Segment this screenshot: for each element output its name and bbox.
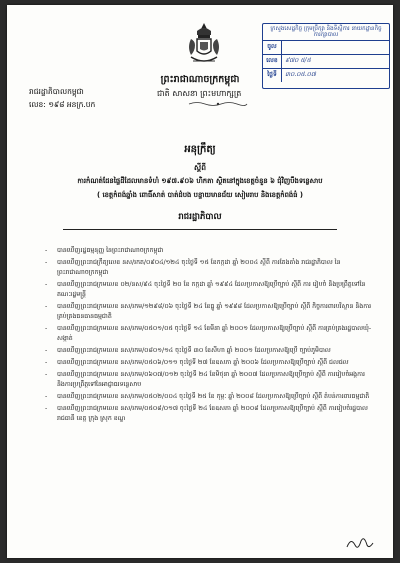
list-item: - បានឃើញព្រះរាជក្រមលេខ ០២/នស/៩៤ ចុះថ្ងៃទី ២០ ខែ កក្កដា ឆ្នាំ ១៩៩៤ ដែលប្រកាសឱ្យប្រើច្បាប់ ស្តីពី ការ រៀបចំ និងប្រព្រឹត្តទៅនៃគណៈរដ្ឋមន្ត្រី — [53, 280, 373, 300]
ornament-divider-icon — [187, 101, 249, 107]
list-item: - បានឃើញព្រះរាជក្រមលេខ នស/រកម/០៥០៨/០១៧ ចុះថ្ងៃទី ២៤ ខែឧសភា ឆ្នាំ ២០០៨ ដែលប្រកាសឱ្យប្រើច្បាប់ ស្តីពី ការរៀបចំរដ្ឋបាលរាជធានី ខេត្ត ក្រុង ស្រុក ខណ្ឌ — [53, 404, 373, 424]
section-heading: រាជរដ្ឋាភិបាល — [178, 212, 222, 222]
subject-label: ស្តីពី — [194, 163, 206, 172]
stamp-row-entry — [263, 41, 389, 55]
list-item: - បានឃើញព្រះរាជក្រមលេខ នស/រកម/០៥០១/០៥ ចុះថ្ងៃទី ១៤ ខែមីនា ឆ្នាំ ២០០១ ដែលប្រកាសឱ្យប្រើច្បាប់ ស្តីពី ការគ្រប់គ្រងរដ្ឋបាលឃុំ-សង្កាត់ — [53, 324, 373, 344]
citation-list — [53, 246, 373, 426]
subject-line-2: ( ខេត្តកំពង់ឆ្នាំង ពោធិ៍សាត់ បាត់ដំបង បន្ទាយមានជ័យ សៀមរាប និងខេត្តកំពង់ធំ ) — [96, 191, 303, 199]
national-motto: ជាតិ សាសនា ព្រះមហាក្សត្រ — [157, 89, 242, 98]
list-item: - បានឃើញព្រះរាជក្រមលេខ នស/រកម/០៥០២/០០៤ ចុះថ្ងៃទី ២៥ ខែ កុម្ភៈ ឆ្នាំ ២០០៨ ដែលប្រកាសឱ្យប្រើច្បាប់ ស្តីពី តំបន់ការពារធម្មជាតិ — [53, 392, 373, 402]
list-item: - បានឃើញព្រះរាជក្រមលេខ នស/រកម/០៦០៧/០១២ ចុះថ្ងៃទី ២៤ ខែមិថុនា ឆ្នាំ ២០០៧ ដែលប្រកាសឱ្យប្រើច្បាប់ ស្តីពី ការរៀបចំអង្គការ និងការប្រព្រឹត្តទៅនៃអាជ្ញាធរទន្លេសាប — [53, 370, 373, 390]
stamp-number-value: ៩៧០ ៥/៥ — [285, 56, 311, 64]
reference-number: លេខ: ១៩៨ អនក្រ.បក — [29, 100, 96, 109]
issuer-name: រាជរដ្ឋាភិបាលកម្ពុជា — [29, 87, 84, 96]
document-page — [7, 5, 393, 558]
handwritten-initials-icon — [345, 535, 375, 553]
stamp-number-label: លេខ — [263, 55, 282, 68]
stamp-date-label: ថ្ងៃទី — [263, 69, 282, 82]
stamp-date-value: ៣០.០៥.០៧ — [285, 70, 316, 78]
list-item: - បានឃើញព្រះរាជក្រមលេខ នស/រកម/០៥០៦/០១១ ចុះថ្ងៃទី ២៧ ខែឧសភា ឆ្នាំ ២០០៦ ដែលប្រកាសឱ្យប្រើច្បាប់ ស្តីពី ជលផល — [53, 358, 373, 368]
stamp-header: ក្រសួងសេដ្ឋកិច្ច ក្រុមប្រឹក្សា និងទីស្តីការ នាយកដ្ឋានកិច្ចការក្សាបាល — [263, 24, 389, 41]
stamp-entry-label: ចូល — [263, 41, 282, 54]
list-item: - បានឃើញព្រះរាជក្រឹត្យលេខ នស/រកត/០៩០៤/១២៤ ចុះថ្ងៃទី ១៥ ខែកក្កដា ឆ្នាំ ២០០៤ ស្តីពី ការតែងតាំង រាជរដ្ឋាភិបាល នៃព្រះរាជាណាចក្រកម្ពុជា — [53, 258, 373, 278]
subject-line-1: ការកំណត់ដែនផ្ទៃដីដែលមានទំហំ ១៩៧.៩០៦ ហិកតា ស្ថិតនៅក្នុងខេត្តចំនួន ៦ ជុំវិញបឹងទន្លេសាប — [77, 177, 323, 185]
list-item: - បានឃើញព្រះរាជក្រមលេខ នស/រកម/១២៩៨/០៦ ចុះថ្ងៃទី ២៤ ខែធ្នូ ឆ្នាំ ១៩៩៨ ដែលប្រកាសឱ្យប្រើច្បាប់ ស្តីពី កិច្ចការពារបរិស្ថាន និងការគ្រប់គ្រងធនធានធម្មជាតិ — [53, 302, 373, 322]
document-title: អនុក្រឹត្យ — [184, 144, 216, 155]
kingdom-heading: ព្រះរាជាណាចក្រកម្ពុជា — [160, 74, 240, 85]
list-item: - បានឃើញរដ្ឋធម្មនុញ្ញ នៃព្រះរាជាណាចក្រកម្ពុជា — [53, 246, 373, 256]
stamp-row-number — [263, 55, 389, 69]
royal-coat-of-arms-icon — [183, 21, 225, 67]
list-item: - បានឃើញព្រះរាជក្រមលេខ នស/រកម/០៨០១/១៤ ចុះថ្ងៃទី ៣០ ខែសីហា ឆ្នាំ ២០០១ ដែលប្រកាសឱ្យប្រើ ច្បាប់ភូមិបាល — [53, 346, 373, 356]
section-divider — [63, 229, 337, 230]
